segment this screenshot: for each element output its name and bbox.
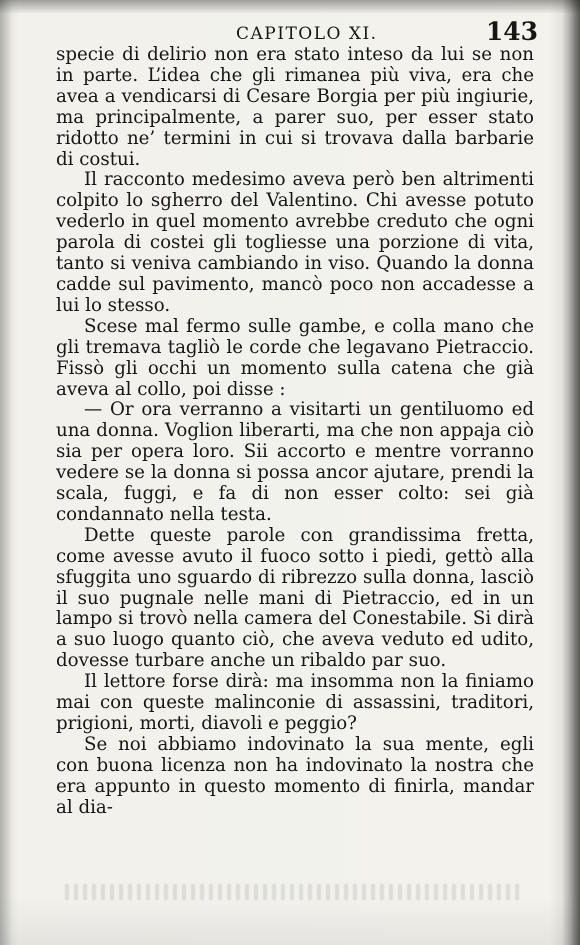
paragraph-4: — Or ora verranno a visitarti un gentiluomo ed una donna. Voglion liberarti, ma che non appaja ciò sia per opera loro. Sii accorto e mentre vorranno vedere se la donna si possa ancor ajutare, prendi la scala, fuggi, e fa di non esser colto: sei già condannato nella testa. xyxy=(56,399,534,525)
paragraph-6: Il lettore forse dirà: ma insomma non la finiamo mai con queste malinconie di assassini, traditori, prigioni, morti, diavoli e peggio? xyxy=(56,671,534,734)
left-page-edge xyxy=(0,0,12,945)
paragraph-5: Dette queste parole con grandissima fretta, come avesse avuto il fuoco sotto i piedi, gettò alla sfuggita uno sguardo di ribrezzo sulla donna, lasciò il suo pugnale nelle mani di Pietraccio, ed in un lampo si trovò nella camera del Conestabile. Si dirà a suo luogo quanto ciò, che aveva veduto ed udito, dovesse turbare anche un ribaldo par suo. xyxy=(56,524,534,672)
page-number: 143 xyxy=(485,17,538,46)
bottom-page-fade xyxy=(0,897,580,945)
paragraph-2: Il racconto medesimo aveva però ben altrimenti colpito lo sgherro del Valentino. Chi avesse potuto vederlo in quel momento avrebbe creduto che ogni parola di costei gli togliesse una porzione di vita, tanto si veniva cambiando in viso. Quando la donna cadde sul pavimento, mancò poco non accadesse a lui lo stesso. xyxy=(56,169,534,316)
paragraph-3: Scese mal fermo sulle gambe, e colla mano che gli tremava tagliò le corde che legavano Pietraccio. Fissò gli occhi un momento sulla catena che già aveva al collo, poi disse : xyxy=(56,315,534,400)
chapter-heading: CAPITOLO XI. xyxy=(236,24,378,44)
right-page-edge xyxy=(562,0,580,945)
page-text xyxy=(56,45,534,819)
top-page-shadow xyxy=(0,0,580,14)
paragraph-7: Se noi abbiamo indovinato la sua mente, egli con buona licenza non ha indovinato la nostra che era appunto in questo momento di finirla, mandar al dia- xyxy=(56,733,534,818)
paragraph-1: specie di delirio non era stato inteso da lui se non in parte. L’idea che gli rimanea più viva, era che avea a vendicarsi di Cesare Borgia per più ingiurie, ma principalmente, a parer suo, per esser stato ridotto ne’ termini in cui si trovava dalla barbarie di costui. xyxy=(56,44,534,170)
page-header xyxy=(56,16,538,44)
